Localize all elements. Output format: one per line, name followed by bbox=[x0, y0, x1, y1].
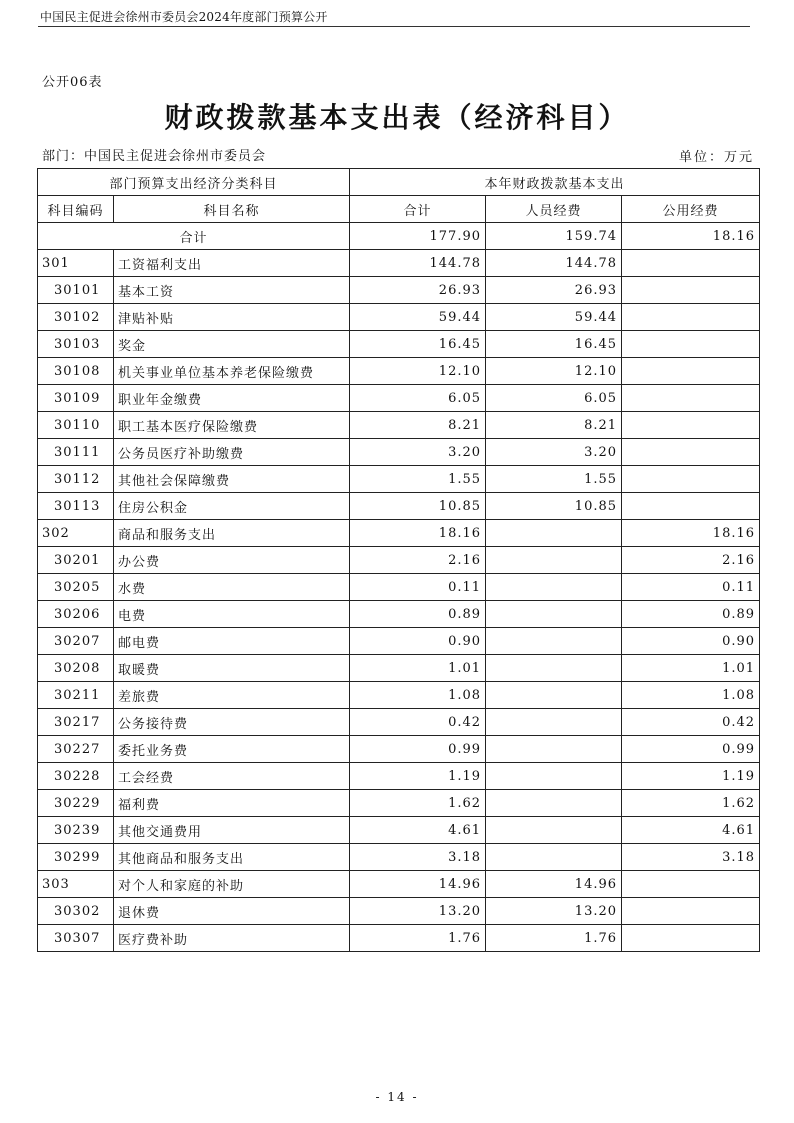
header-rule bbox=[38, 26, 750, 27]
column-header-public: 公用经费 bbox=[622, 196, 760, 223]
row-personnel: 12.10 bbox=[486, 358, 622, 385]
row-code: 30108 bbox=[38, 358, 114, 385]
row-name: 其他商品和服务支出 bbox=[114, 844, 350, 871]
row-public: 3.18 bbox=[622, 844, 760, 871]
row-total: 1.08 bbox=[350, 682, 486, 709]
row-name: 对个人和家庭的补助 bbox=[114, 871, 350, 898]
row-public bbox=[622, 358, 760, 385]
expenditure-table bbox=[37, 168, 760, 952]
row-name: 职业年金缴费 bbox=[114, 385, 350, 412]
row-name: 商品和服务支出 bbox=[114, 520, 350, 547]
row-personnel: 16.45 bbox=[486, 331, 622, 358]
row-name: 机关事业单位基本养老保险缴费 bbox=[114, 358, 350, 385]
row-personnel bbox=[486, 844, 622, 871]
table-row bbox=[38, 412, 760, 439]
row-public bbox=[622, 331, 760, 358]
running-header: 中国民主促进会徐州市委员会2024年度部门预算公开 bbox=[40, 10, 328, 24]
row-public: 1.62 bbox=[622, 790, 760, 817]
row-name: 办公费 bbox=[114, 547, 350, 574]
row-code: 30103 bbox=[38, 331, 114, 358]
row-public: 0.42 bbox=[622, 709, 760, 736]
row-name: 其他社会保障缴费 bbox=[114, 466, 350, 493]
table-row bbox=[38, 709, 760, 736]
row-total: 16.45 bbox=[350, 331, 486, 358]
row-personnel bbox=[486, 574, 622, 601]
row-personnel: 26.93 bbox=[486, 277, 622, 304]
row-personnel: 8.21 bbox=[486, 412, 622, 439]
table-row bbox=[38, 439, 760, 466]
row-code: 30217 bbox=[38, 709, 114, 736]
table-row bbox=[38, 655, 760, 682]
row-public bbox=[622, 439, 760, 466]
table-row bbox=[38, 871, 760, 898]
row-personnel bbox=[486, 520, 622, 547]
row-code: 30101 bbox=[38, 277, 114, 304]
row-code: 30299 bbox=[38, 844, 114, 871]
row-public: 0.11 bbox=[622, 574, 760, 601]
table-row bbox=[38, 817, 760, 844]
row-public bbox=[622, 304, 760, 331]
row-name: 工资福利支出 bbox=[114, 250, 350, 277]
row-personnel bbox=[486, 817, 622, 844]
column-header-personnel: 人员经费 bbox=[486, 196, 622, 223]
row-total: 12.10 bbox=[350, 358, 486, 385]
row-code: 30228 bbox=[38, 763, 114, 790]
row-code: 30302 bbox=[38, 898, 114, 925]
row-total: 2.16 bbox=[350, 547, 486, 574]
row-personnel bbox=[486, 601, 622, 628]
table-row bbox=[38, 628, 760, 655]
row-total: 26.93 bbox=[350, 277, 486, 304]
row-name: 公务员医疗补助缴费 bbox=[114, 439, 350, 466]
table-number: 公开06表 bbox=[42, 75, 103, 90]
row-public: 0.99 bbox=[622, 736, 760, 763]
row-name: 其他交通费用 bbox=[114, 817, 350, 844]
table-row bbox=[38, 385, 760, 412]
table-group-header-row bbox=[38, 169, 760, 196]
row-name: 取暖费 bbox=[114, 655, 350, 682]
row-code: 30112 bbox=[38, 466, 114, 493]
row-name: 邮电费 bbox=[114, 628, 350, 655]
row-personnel bbox=[486, 682, 622, 709]
row-code: 30111 bbox=[38, 439, 114, 466]
row-public: 1.19 bbox=[622, 763, 760, 790]
row-total: 1.76 bbox=[350, 925, 486, 952]
table-row bbox=[38, 898, 760, 925]
row-total: 4.61 bbox=[350, 817, 486, 844]
row-code: 30201 bbox=[38, 547, 114, 574]
row-total: 1.19 bbox=[350, 763, 486, 790]
column-header-total: 合计 bbox=[350, 196, 486, 223]
row-personnel bbox=[486, 790, 622, 817]
row-public bbox=[622, 925, 760, 952]
table-row bbox=[38, 682, 760, 709]
table-row bbox=[38, 925, 760, 952]
row-total: 3.20 bbox=[350, 439, 486, 466]
row-total: 10.85 bbox=[350, 493, 486, 520]
row-total: 8.21 bbox=[350, 412, 486, 439]
row-name: 津贴补贴 bbox=[114, 304, 350, 331]
row-public bbox=[622, 898, 760, 925]
row-code: 30239 bbox=[38, 817, 114, 844]
row-public bbox=[622, 871, 760, 898]
row-public: 0.89 bbox=[622, 601, 760, 628]
table-row bbox=[38, 790, 760, 817]
row-public: 1.01 bbox=[622, 655, 760, 682]
row-public bbox=[622, 277, 760, 304]
row-public bbox=[622, 493, 760, 520]
table-row bbox=[38, 331, 760, 358]
row-public bbox=[622, 412, 760, 439]
row-code: 30110 bbox=[38, 412, 114, 439]
row-total: 144.78 bbox=[350, 250, 486, 277]
unit-label: 单位：万元 bbox=[678, 150, 754, 165]
row-public: 0.90 bbox=[622, 628, 760, 655]
row-name: 电费 bbox=[114, 601, 350, 628]
row-name: 住房公积金 bbox=[114, 493, 350, 520]
row-name: 福利费 bbox=[114, 790, 350, 817]
row-code: 30211 bbox=[38, 682, 114, 709]
row-name: 奖金 bbox=[114, 331, 350, 358]
row-code: 30227 bbox=[38, 736, 114, 763]
row-public: 18.16 bbox=[622, 520, 760, 547]
total-amount: 177.90 bbox=[350, 223, 486, 250]
total-personnel: 159.74 bbox=[486, 223, 622, 250]
row-personnel: 10.85 bbox=[486, 493, 622, 520]
group-header-economic-class: 部门预算支出经济分类科目 bbox=[38, 169, 350, 196]
row-total: 0.99 bbox=[350, 736, 486, 763]
row-personnel bbox=[486, 709, 622, 736]
row-code: 30109 bbox=[38, 385, 114, 412]
table-row bbox=[38, 763, 760, 790]
row-name: 医疗费补助 bbox=[114, 925, 350, 952]
column-header-name: 科目名称 bbox=[114, 196, 350, 223]
table-row bbox=[38, 547, 760, 574]
row-personnel: 3.20 bbox=[486, 439, 622, 466]
row-code: 30229 bbox=[38, 790, 114, 817]
row-name: 退休费 bbox=[114, 898, 350, 925]
row-total: 0.11 bbox=[350, 574, 486, 601]
row-public bbox=[622, 250, 760, 277]
table-row bbox=[38, 844, 760, 871]
row-code: 30205 bbox=[38, 574, 114, 601]
row-public bbox=[622, 385, 760, 412]
row-name: 工会经费 bbox=[114, 763, 350, 790]
row-personnel: 1.76 bbox=[486, 925, 622, 952]
row-total: 0.89 bbox=[350, 601, 486, 628]
row-personnel bbox=[486, 547, 622, 574]
table-row bbox=[38, 358, 760, 385]
row-personnel bbox=[486, 736, 622, 763]
table-row bbox=[38, 736, 760, 763]
row-name: 差旅费 bbox=[114, 682, 350, 709]
table-row bbox=[38, 601, 760, 628]
table-row bbox=[38, 493, 760, 520]
row-code: 303 bbox=[38, 871, 114, 898]
row-code: 302 bbox=[38, 520, 114, 547]
row-total: 1.01 bbox=[350, 655, 486, 682]
row-code: 30208 bbox=[38, 655, 114, 682]
row-total: 0.90 bbox=[350, 628, 486, 655]
row-personnel: 1.55 bbox=[486, 466, 622, 493]
row-personnel: 6.05 bbox=[486, 385, 622, 412]
table-column-header-row bbox=[38, 196, 760, 223]
row-name: 委托业务费 bbox=[114, 736, 350, 763]
row-public bbox=[622, 466, 760, 493]
row-code: 30102 bbox=[38, 304, 114, 331]
column-header-code: 科目编码 bbox=[38, 196, 114, 223]
table-row bbox=[38, 250, 760, 277]
row-total: 13.20 bbox=[350, 898, 486, 925]
row-name: 水费 bbox=[114, 574, 350, 601]
row-total: 0.42 bbox=[350, 709, 486, 736]
row-name: 公务接待费 bbox=[114, 709, 350, 736]
row-name: 职工基本医疗保险缴费 bbox=[114, 412, 350, 439]
row-personnel bbox=[486, 655, 622, 682]
row-total: 1.55 bbox=[350, 466, 486, 493]
row-name: 基本工资 bbox=[114, 277, 350, 304]
row-public: 4.61 bbox=[622, 817, 760, 844]
row-personnel: 59.44 bbox=[486, 304, 622, 331]
department-label: 部门：中国民主促进会徐州市委员会 bbox=[42, 149, 267, 164]
row-code: 30307 bbox=[38, 925, 114, 952]
table-row bbox=[38, 520, 760, 547]
row-code: 30207 bbox=[38, 628, 114, 655]
table-row bbox=[38, 574, 760, 601]
row-code: 30206 bbox=[38, 601, 114, 628]
row-personnel: 13.20 bbox=[486, 898, 622, 925]
total-label: 合计 bbox=[38, 223, 350, 250]
row-personnel: 14.96 bbox=[486, 871, 622, 898]
group-header-basic-expenditure: 本年财政拨款基本支出 bbox=[350, 169, 760, 196]
table-row bbox=[38, 277, 760, 304]
row-total: 6.05 bbox=[350, 385, 486, 412]
row-total: 3.18 bbox=[350, 844, 486, 871]
row-public: 1.08 bbox=[622, 682, 760, 709]
row-public: 2.16 bbox=[622, 547, 760, 574]
row-personnel bbox=[486, 628, 622, 655]
row-total: 18.16 bbox=[350, 520, 486, 547]
row-code: 30113 bbox=[38, 493, 114, 520]
total-row bbox=[38, 223, 760, 250]
row-personnel: 144.78 bbox=[486, 250, 622, 277]
page-title: 财政拨款基本支出表（经济科目） bbox=[164, 101, 630, 134]
row-total: 59.44 bbox=[350, 304, 486, 331]
row-total: 1.62 bbox=[350, 790, 486, 817]
row-personnel bbox=[486, 763, 622, 790]
table-row bbox=[38, 466, 760, 493]
row-code: 301 bbox=[38, 250, 114, 277]
table-row bbox=[38, 304, 760, 331]
page-number: - 14 - bbox=[375, 1090, 419, 1104]
row-total: 14.96 bbox=[350, 871, 486, 898]
total-public: 18.16 bbox=[622, 223, 760, 250]
